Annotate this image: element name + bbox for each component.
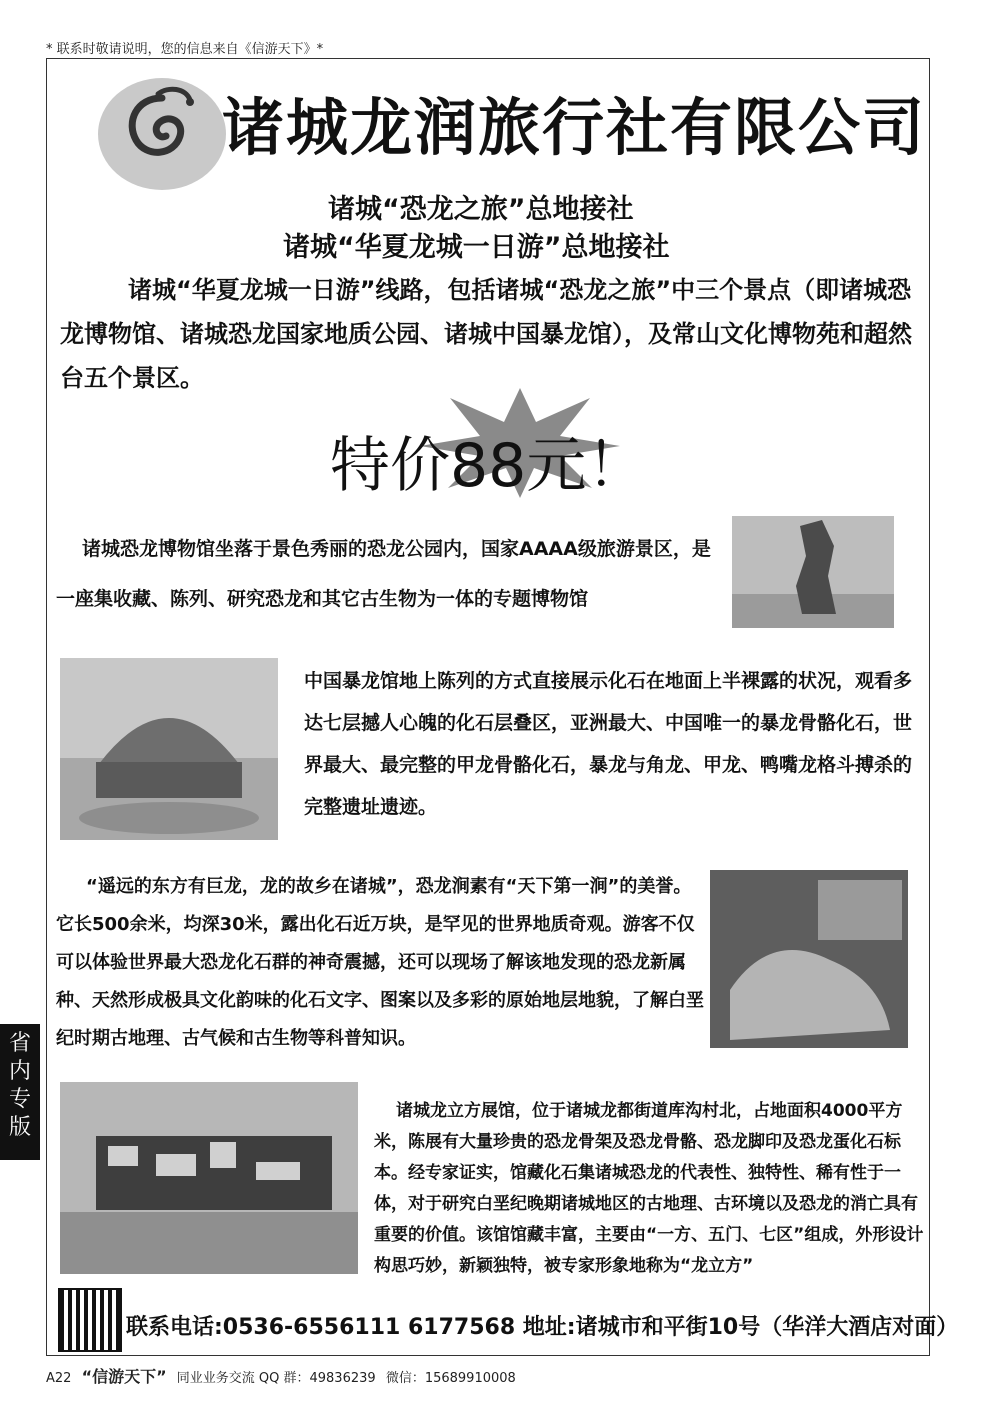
- side-tab-provincial-edition: 省内专版: [0, 1024, 40, 1160]
- special-price: 特价88元！: [330, 431, 647, 501]
- footer-brand: “信游天下”: [81, 1367, 167, 1386]
- intro-paragraph: 诸城“华夏龙城一日游”线路，包括诸城“恐龙之旅”中三个景点（即诸城恐龙博物馆、诸城恐龙国家地质公园、诸城中国暴龙馆），及常山文化博物苑和超然台五个景区。: [60, 276, 912, 392]
- subtitle-dinosaur-tour: 诸城“恐龙之旅”总地接社: [328, 194, 634, 225]
- fossil-site-photo: [710, 870, 908, 1048]
- dragon-cube-hall-photo: [60, 1082, 358, 1274]
- dragon-cube-description: 诸城龙立方展馆，位于诸城龙都街道库沟村北，占地面积4000平方米，陈展有大量珍贵的恐龙骨架及恐龙骨骼、恐龙脚印及恐龙蛋化石标本。经专家证实，馆藏化石集诸城恐龙的代表性、独特性、稀有性于一体，对于研究白垩纪晚期诸城地区的古地理、古环境以及恐龙的消亡具有重要的价值。该馆馆藏丰富，主要由“一方、五门、七区”组成，外形设计构思巧妙，新颖独特，被专家形象地称为“龙立方”: [374, 1101, 924, 1276]
- tyrannosaurus-hall-photo: [60, 658, 278, 840]
- footer: [46, 1364, 522, 1387]
- dinosaur-ravine-description: “遥远的东方有巨龙，龙的故乡在诸城”，恐龙涧素有“天下第一涧”的美誉。它长500余米，均深30米，露出化石近万块，是罕见的世界地质奇观。游客不仅可以体验世界最大恐龙化石群的神奇震撼，还可以现场了解该地发现的恐龙新属种、天然形成极具文化韵味的化石文字、图案以及多彩的原始地层地貌，了解白垩纪时期古地理、古气候和古生物等科普知识。: [56, 876, 704, 1049]
- qr-code: [58, 1288, 122, 1352]
- tyrannosaurus-hall-description: 中国暴龙馆地上陈列的方式直接展示化石在地面上半裸露的状况，观看多达七层撼人心魄的化石层叠区，亚洲最大、中国唯一的暴龙骨骼化石，世界最大、最完整的甲龙骨骼化石，暴龙与角龙、甲龙、鸭嘴龙格斗搏杀的完整遗址遗迹。: [304, 670, 913, 818]
- museum-rock-photo: [732, 516, 894, 628]
- footer-wechat: 微信：15689910008: [385, 1371, 516, 1386]
- company-name: 诸城龙润旅行社有限公司: [222, 91, 927, 164]
- subtitle-day-tour: 诸城“华夏龙城一日游”总地接社: [283, 232, 670, 263]
- footer-qq: 同业业务交流 QQ 群：49836239: [176, 1371, 376, 1386]
- company-logo: [98, 78, 226, 190]
- page-number: A22: [46, 1371, 72, 1386]
- museum-description: 诸城恐龙博物馆坐落于景色秀丽的恐龙公园内，国家AAAA级旅游景区，是一座集收藏、陈列、研究恐龙和其它古生物为一体的专题博物馆: [56, 538, 711, 610]
- header-note: * 联系时敬请说明，您的信息来自《信游天下》*: [46, 42, 324, 57]
- contact-info: 联系电话:0536-6556111 6177568 地址:诸城市和平街10号（华洋大酒店对面）: [126, 1315, 959, 1340]
